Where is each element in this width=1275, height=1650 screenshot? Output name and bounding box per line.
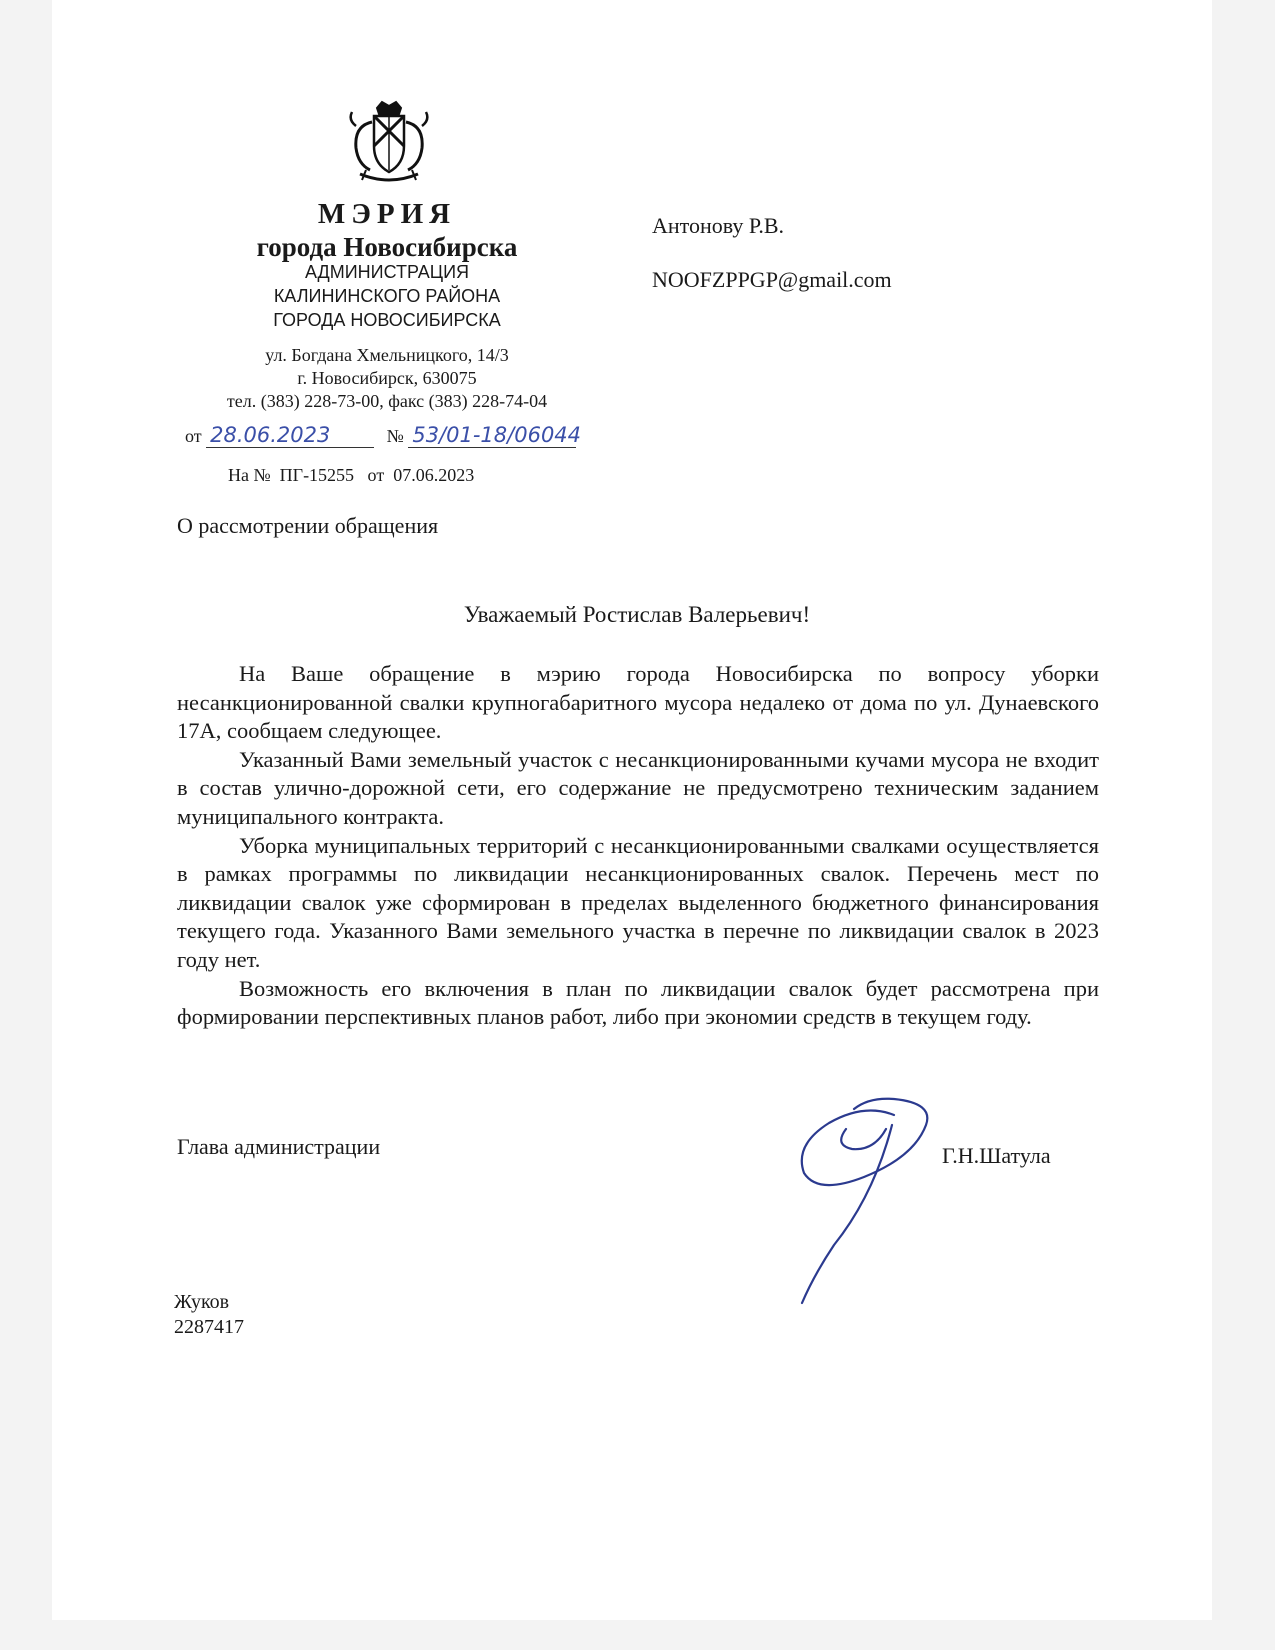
org-name: МЭРИЯ xyxy=(317,198,457,230)
letter-subject: О рассмотрении обращения xyxy=(177,513,439,538)
recipient-name: Антонову Р.В. xyxy=(652,213,785,238)
org-city: города Новосибирска xyxy=(256,232,518,262)
signer-role: Глава администрации xyxy=(177,1134,381,1159)
recipient-email: NOOFZPPGP@gmail.com xyxy=(652,267,892,292)
greeting: Уважаемый Ростислав Валерьевич! xyxy=(463,602,811,627)
admin-line-1: АДМИНИСТРАЦИЯ xyxy=(304,262,470,282)
body-paragraph-3: Уборка муниципальных территорий с несанкционированными свалками осуществляется в рамках программы по ликвидации несанкционированных свалок. Перечень мест по ликвидации свалок уже сформирован в пределах выделенного бюджетного финансирования текущего года. Указанного Вами земельного участка в перечне по ликвидации свалок в 2023 году нет. xyxy=(177,832,1099,972)
coat-of-arms-icon xyxy=(344,100,434,186)
admin-line-2: КАЛИНИНСКОГО РАЙОНА xyxy=(273,286,501,306)
body-paragraph-2: Указанный Вами земельный участок с несанкционированными кучами мусора не входит в состав улично-дорожной сети, его содержание не предусмотрено техническим заданием муниципального контракта. xyxy=(177,746,1099,829)
registration-number: 53/01-18/06044 xyxy=(408,423,576,448)
from-label: от xyxy=(185,426,202,446)
phone-fax: тел. (383) 228-73-00, факс (383) 228-74-04 xyxy=(226,391,548,411)
body-paragraph-4: Возможность его включения в план по ликвидации свалок будет рассмотрена при формировании перспективных планов работ, либо при экономии средств в текущем году. xyxy=(177,975,1099,1030)
registration-date: 28.06.2023 xyxy=(206,423,374,448)
reply-to-line: На № ПГ-15255 от 07.06.2023 xyxy=(228,465,475,485)
address-city: г. Новосибирск, 630075 xyxy=(297,368,477,388)
address-street: ул. Богдана Хмельницкого, 14/3 xyxy=(265,345,509,365)
signer-name: Г.Н.Шатула xyxy=(942,1143,1051,1168)
executor-name: Жуков xyxy=(174,1291,230,1313)
executor-phone: 2287417 xyxy=(174,1316,244,1338)
letter-body xyxy=(177,660,1099,1032)
body-paragraph-1: На Ваше обращение в мэрию города Новосибирска по вопросу уборки несанкционированной свалки крупногабаритного мусора недалеко от дома по ул. Дунаевского 17А, сообщаем следующее. xyxy=(177,661,1099,744)
admin-line-3: ГОРОДА НОВОСИБИРСКА xyxy=(273,310,501,330)
handwritten-signature xyxy=(774,1085,944,1315)
number-label: № xyxy=(386,426,404,446)
registration-line xyxy=(185,422,582,450)
letter-page xyxy=(52,0,1212,1620)
